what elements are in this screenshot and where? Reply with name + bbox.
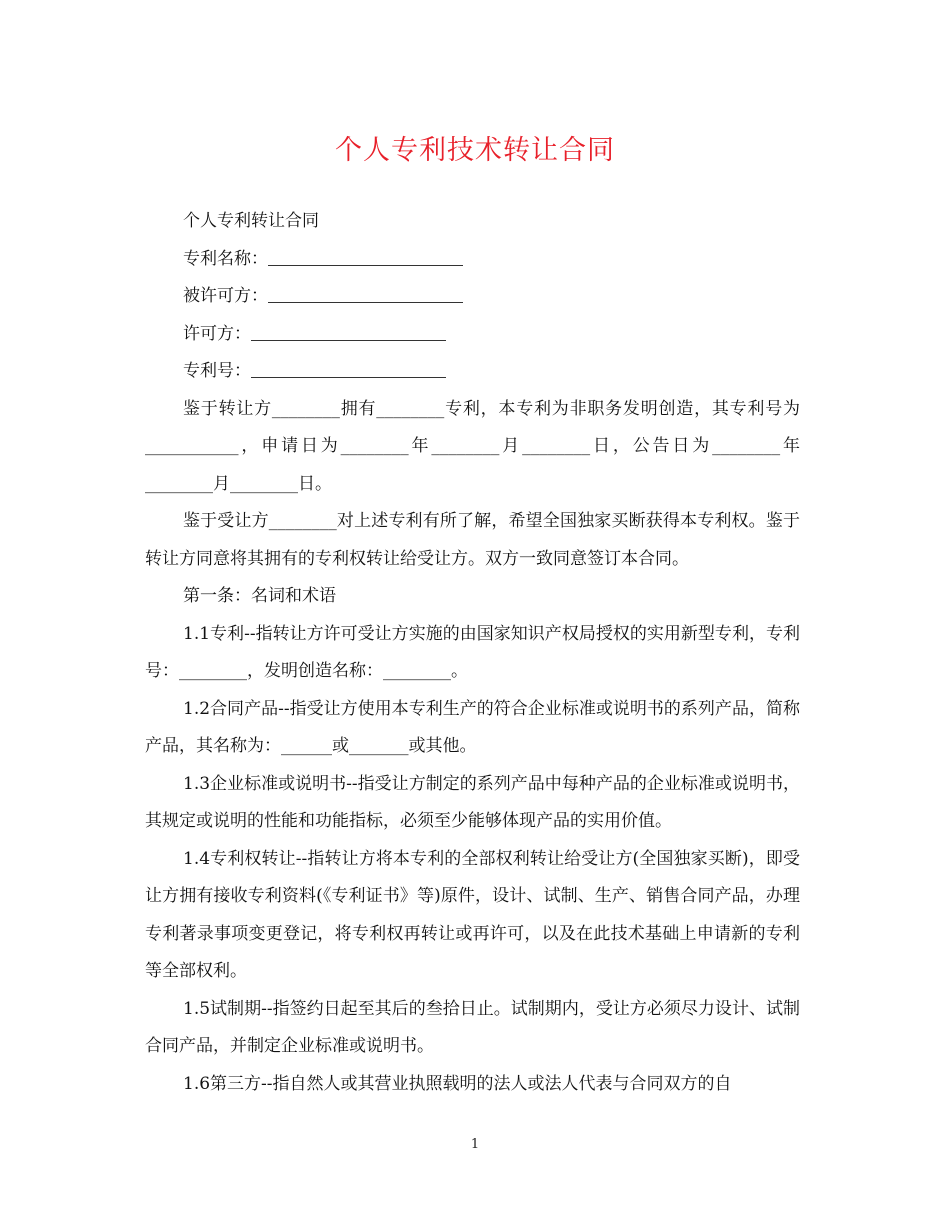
field-label: 专利号： [183,361,251,381]
field-licensor [145,316,800,354]
field-licensee [145,278,800,316]
paragraph: 1.5试制期--指签约日起至其后的叁拾日止。试制期内，受让方必须尽力设计、试制合同产品，并制定企业标准或说明书。 [145,998,800,1056]
blank-line [268,284,463,303]
page-number: 1 [470,1137,480,1152]
blank-line [251,359,446,378]
field-patent-name [145,241,800,279]
paragraph: 鉴于受让方________对上述专利有所了解，希望全国独家买断获得本专利权。鉴于转让方同意将其拥有的专利权转让给受让方。双方一致同意签订本合同。 [145,511,800,569]
blank-line [268,247,463,266]
field-label: 被许可方： [183,286,268,306]
field-label: 专利名称： [183,248,268,269]
document-subtitle: 个人专利转让合同 [183,211,319,231]
blank-line [251,322,446,341]
paragraph: 鉴于转让方________拥有________专利，本专利为非职务发明创造，其专利号为___________，申请日为________年________月________日，公告日为________年________月________日。 [145,398,800,494]
field-label: 许可方： [183,323,251,344]
paragraph: 1.1专利--指转让方许可受让方实施的由国家知识产权局授权的实用新型专利，专利号：________，发明创造名称：________。 [145,623,800,681]
article-heading: 第一条：名词和术语 [183,586,336,606]
document-body [145,203,800,1103]
paragraph: 1.3企业标准或说明书--指受让方制定的系列产品中每种产品的企业标准或说明书，其规定或说明的性能和功能指标，必须至少能够体现产品的实用价值。 [145,773,800,831]
paragraph: 1.2合同产品--指受让方使用本专利生产的符合企业标准或说明书的系列产品，简称产品，其名称为：______或_______或其他。 [145,698,800,756]
field-patent-number [145,353,800,391]
document-title: 个人专利技术转让合同 [335,135,615,166]
paragraph: 1.4专利权转让--指转让方将本专利的全部权利转让给受让方(全国独家买断)，即受让方拥有接收专利资料(《专利证书》等)原件，设计、试制、生产、销售合同产品，办理专利著录事项变更登记，将专利权再转让或再许可，以及在此技术基础上申请新的专利等全部权利。 [145,848,800,981]
paragraph: 1.6第三方--指自然人或其营业执照载明的法人或法人代表与合同双方的自 [183,1073,732,1094]
